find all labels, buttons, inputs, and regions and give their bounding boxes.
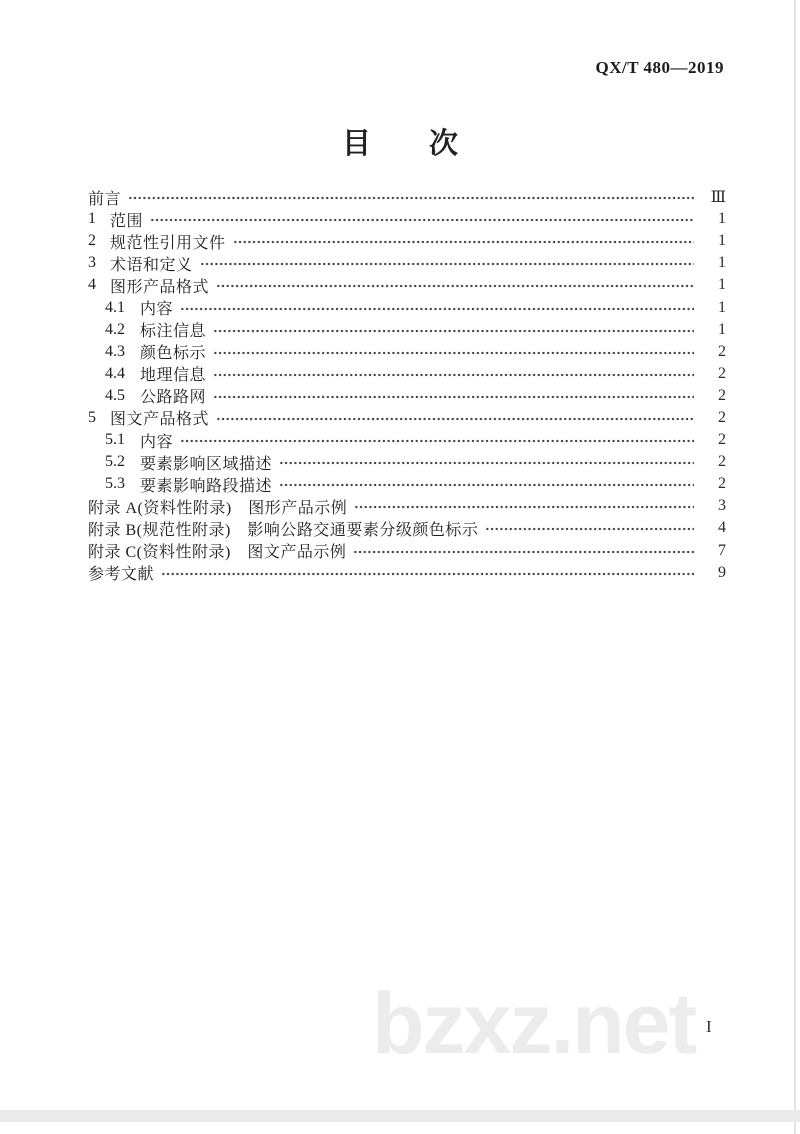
toc-entry xyxy=(88,230,726,252)
toc-entry-page: 2 xyxy=(718,475,726,493)
toc-entry-page: 1 xyxy=(718,232,726,250)
toc-entry xyxy=(88,319,726,341)
dot-leader xyxy=(213,367,694,383)
toc-entry xyxy=(88,341,726,363)
toc-entry-label: 颜色标示 xyxy=(140,345,207,363)
toc-entry-label: 参考文献 xyxy=(88,566,155,584)
toc-entry-label: 范围 xyxy=(110,212,144,230)
toc-entry xyxy=(88,407,726,429)
toc-entry-page: 2 xyxy=(718,364,726,382)
dot-leader xyxy=(279,455,694,471)
toc-entry-number: 4.5 xyxy=(105,386,125,404)
dot-leader xyxy=(485,521,694,537)
dot-leader xyxy=(216,278,694,294)
dot-leader xyxy=(354,499,694,515)
watermark: bzxz.net xyxy=(372,976,696,1072)
dot-leader xyxy=(200,256,694,272)
page-number: I xyxy=(706,1017,712,1036)
toc-entry-label: 地理信息 xyxy=(140,367,207,385)
toc-title: 目 次 xyxy=(341,128,458,160)
toc-entry xyxy=(88,495,726,517)
toc-entry-label: 图文产品格式 xyxy=(110,411,210,429)
dot-leader xyxy=(233,234,694,250)
toc-entry-label: 附录 C(资料性附录) 图文产品示例 xyxy=(88,544,347,562)
toc-entry-page: 7 xyxy=(718,541,726,559)
dot-leader xyxy=(213,389,694,405)
toc-entry-number: 5.3 xyxy=(105,475,125,493)
toc-entry-page: 2 xyxy=(718,342,726,360)
toc-entry-label: 要素影响路段描述 xyxy=(140,477,273,495)
toc-list xyxy=(88,186,726,584)
toc-entry xyxy=(88,562,726,584)
toc-entry xyxy=(88,296,726,318)
dot-leader xyxy=(180,301,694,317)
toc-entry-number: 4.1 xyxy=(105,298,125,316)
toc-entry xyxy=(88,451,726,473)
toc-entry xyxy=(88,429,726,451)
dot-leader xyxy=(180,433,694,449)
toc-entry-page: 2 xyxy=(718,408,726,426)
toc-entry-page: Ⅲ xyxy=(710,189,726,207)
toc-entry xyxy=(88,186,726,208)
page-edge-line xyxy=(794,0,796,1134)
toc-entry-number: 5 xyxy=(88,408,96,426)
toc-entry xyxy=(88,363,726,385)
toc-entry-label: 图形产品格式 xyxy=(110,278,210,296)
toc-entry-number: 4.3 xyxy=(105,342,125,360)
toc-entry-label: 规范性引用文件 xyxy=(110,234,226,252)
toc-entry-page: 2 xyxy=(718,453,726,471)
toc-entry-label: 附录 B(规范性附录) 影响公路交通要素分级颜色标示 xyxy=(88,521,479,539)
toc-entry xyxy=(88,540,726,562)
toc-entry-page: 1 xyxy=(718,210,726,228)
toc-entry-number: 3 xyxy=(88,254,96,272)
toc-entry-number: 1 xyxy=(88,210,96,228)
bottom-scan-bar xyxy=(0,1110,800,1122)
toc-entry-page: 1 xyxy=(718,254,726,272)
toc-entry xyxy=(88,252,726,274)
toc-entry xyxy=(88,385,726,407)
toc-entry-page: 2 xyxy=(718,431,726,449)
toc-entry-label: 附录 A(资料性附录) 图形产品示例 xyxy=(88,499,348,517)
toc-entry-number: 5.1 xyxy=(105,431,125,449)
dot-leader xyxy=(216,411,694,427)
toc-entry-page: 3 xyxy=(718,497,726,515)
toc-entry-label: 前言 xyxy=(88,190,122,208)
toc-entry-label: 要素影响区域描述 xyxy=(140,455,273,473)
toc-entry-label: 标注信息 xyxy=(140,323,207,341)
toc-entry-number: 4.4 xyxy=(105,364,125,382)
toc-entry-number: 2 xyxy=(88,232,96,250)
toc-entry-label: 内容 xyxy=(140,301,174,319)
dot-leader xyxy=(213,323,694,339)
toc-entry-page: 9 xyxy=(718,563,726,581)
toc-entry-page: 1 xyxy=(718,276,726,294)
toc-entry-label: 术语和定义 xyxy=(110,256,193,274)
dot-leader xyxy=(213,345,694,361)
dot-leader xyxy=(353,544,694,560)
toc-entry-page: 2 xyxy=(718,386,726,404)
dot-leader xyxy=(128,190,694,206)
toc-entry xyxy=(88,208,726,230)
toc-entry-label: 公路路网 xyxy=(140,389,207,407)
dot-leader xyxy=(150,212,694,228)
toc-entry xyxy=(88,473,726,495)
toc-entry-number: 4 xyxy=(88,276,96,294)
toc-entry-number: 4.2 xyxy=(105,320,125,338)
standard-code: QX/T 480—2019 xyxy=(595,58,724,77)
dot-leader xyxy=(279,477,694,493)
toc-entry-page: 1 xyxy=(718,320,726,338)
toc-entry xyxy=(88,517,726,539)
toc-entry-page: 4 xyxy=(718,519,726,537)
toc-entry-page: 1 xyxy=(718,298,726,316)
toc-entry xyxy=(88,274,726,296)
dot-leader xyxy=(161,566,694,582)
toc-entry-label: 内容 xyxy=(140,433,174,451)
toc-entry-number: 5.2 xyxy=(105,453,125,471)
